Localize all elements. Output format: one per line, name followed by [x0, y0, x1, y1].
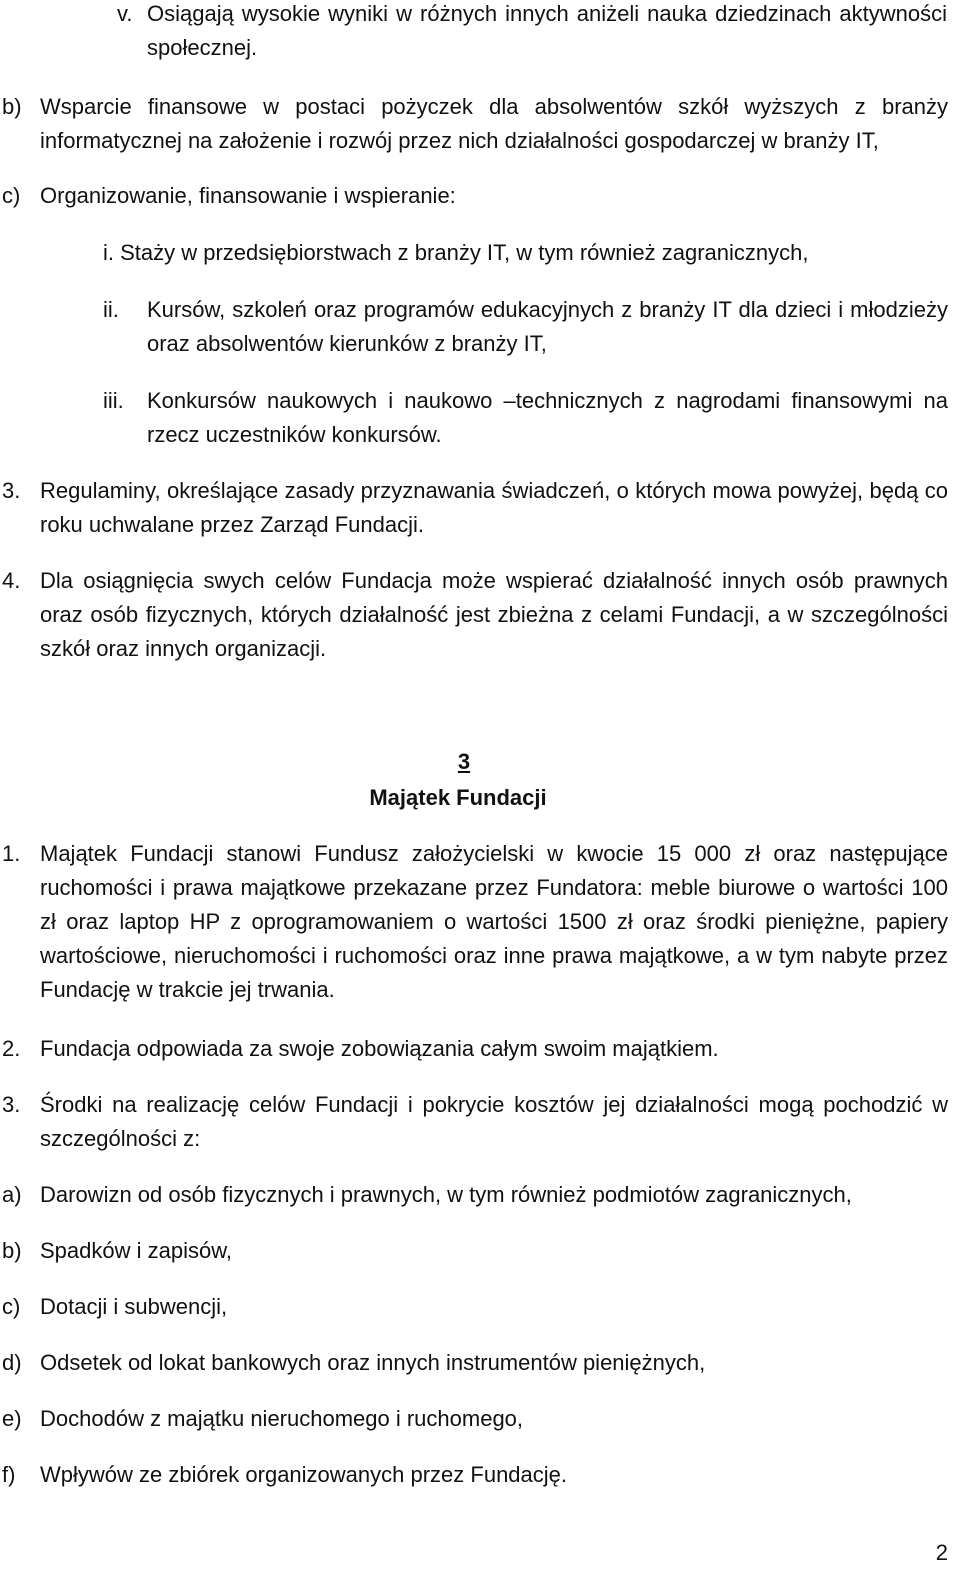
list-label: d)	[2, 1350, 22, 1375]
section-title: Majątek Fundacji	[369, 785, 547, 810]
list-label: 1.	[2, 841, 21, 866]
page-number: 2	[935, 1540, 948, 1565]
list-label: c)	[2, 183, 21, 208]
list-text: Środki na realizację celów Fundacji i pokrycie kosztów jej działalności mogą pochodzić w szczególności z:	[40, 1092, 948, 1151]
list-label: 4.	[2, 568, 21, 593]
list-label: b)	[2, 94, 22, 119]
section-heading	[0, 745, 916, 779]
list-text: Dochodów z majątku nieruchomego i ruchomego,	[40, 1406, 524, 1431]
list-label: b)	[2, 1238, 22, 1263]
list-text: Kursów, szkoleń oraz programów edukacyjnych z branży IT dla dzieci i młodzieży oraz absolwentów kierunków z branży IT,	[147, 297, 948, 356]
list-label: 2.	[2, 1036, 21, 1061]
list-label: ii.	[103, 297, 119, 322]
list-label: 3.	[2, 478, 21, 503]
list-text: Darowizn od osób fizycznych i prawnych, w tym również podmiotów zagranicznych,	[40, 1182, 852, 1207]
list-label: 3.	[2, 1092, 21, 1117]
list-text: Majątek Fundacji stanowi Fundusz założycielski w kwocie 15 000 zł oraz następujące ruchomości i prawa majątkowe przekazane przez Fundatora: meble biurowe o wartości 100 zł oraz laptop HP z oprogramowaniem o wartości 1500 zł oraz środki pieniężne, papiery wartościowe, nieruchomości i ruchomości oraz inne prawa majątkowe, a w tym nabyte przez Fundację w trakcie jej trwania.	[40, 841, 948, 1002]
list-label: iii.	[103, 388, 124, 413]
list-text: Dla osiągnięcia swych celów Fundacja może wspierać działalność innych osób prawnych oraz osób fizycznych, których działalność jest zbieżna z celami Fundacji, a w szczególności szkół oraz innych organizacji.	[40, 568, 948, 661]
list-text: Wsparcie finansowe w postaci pożyczek dla absolwentów szkół wyższych z branży informatycznej na założenie i rozwój przez nich działalności gospodarczej w branży IT,	[40, 94, 948, 153]
list-label: v.	[117, 1, 133, 26]
list-text: i. Staży w przedsiębiorstwach z branży IT, w tym również zagranicznych,	[103, 240, 809, 265]
list-text: Fundacja odpowiada za swoje zobowiązania całym swoim majątkiem.	[40, 1036, 719, 1061]
list-text: Spadków i zapisów,	[40, 1238, 232, 1263]
list-text: Wpływów ze zbiórek organizowanych przez Fundację.	[40, 1462, 568, 1487]
list-label: a)	[2, 1182, 22, 1207]
section-number: 3	[457, 749, 471, 774]
list-text: Konkursów naukowych i naukowo –technicznych z nagrodami finansowymi na rzecz uczestników konkursów.	[147, 388, 948, 447]
list-label: f)	[2, 1462, 16, 1487]
list-label: c)	[2, 1294, 21, 1319]
list-text: Dotacji i subwencji,	[40, 1294, 228, 1319]
list-text: Organizowanie, finansowanie i wspieranie:	[40, 183, 456, 208]
list-text: Regulaminy, określające zasady przyznawania świadczeń, o których mowa powyżej, będą co roku uchwalane przez Zarząd Fundacji.	[40, 478, 948, 537]
list-text: Odsetek od lokat bankowych oraz innych instrumentów pieniężnych,	[40, 1350, 706, 1375]
list-text: Osiągają wysokie wyniki w różnych innych aniżeli nauka dziedzinach aktywności społecznej.	[147, 1, 947, 60]
list-label: e)	[2, 1406, 22, 1431]
